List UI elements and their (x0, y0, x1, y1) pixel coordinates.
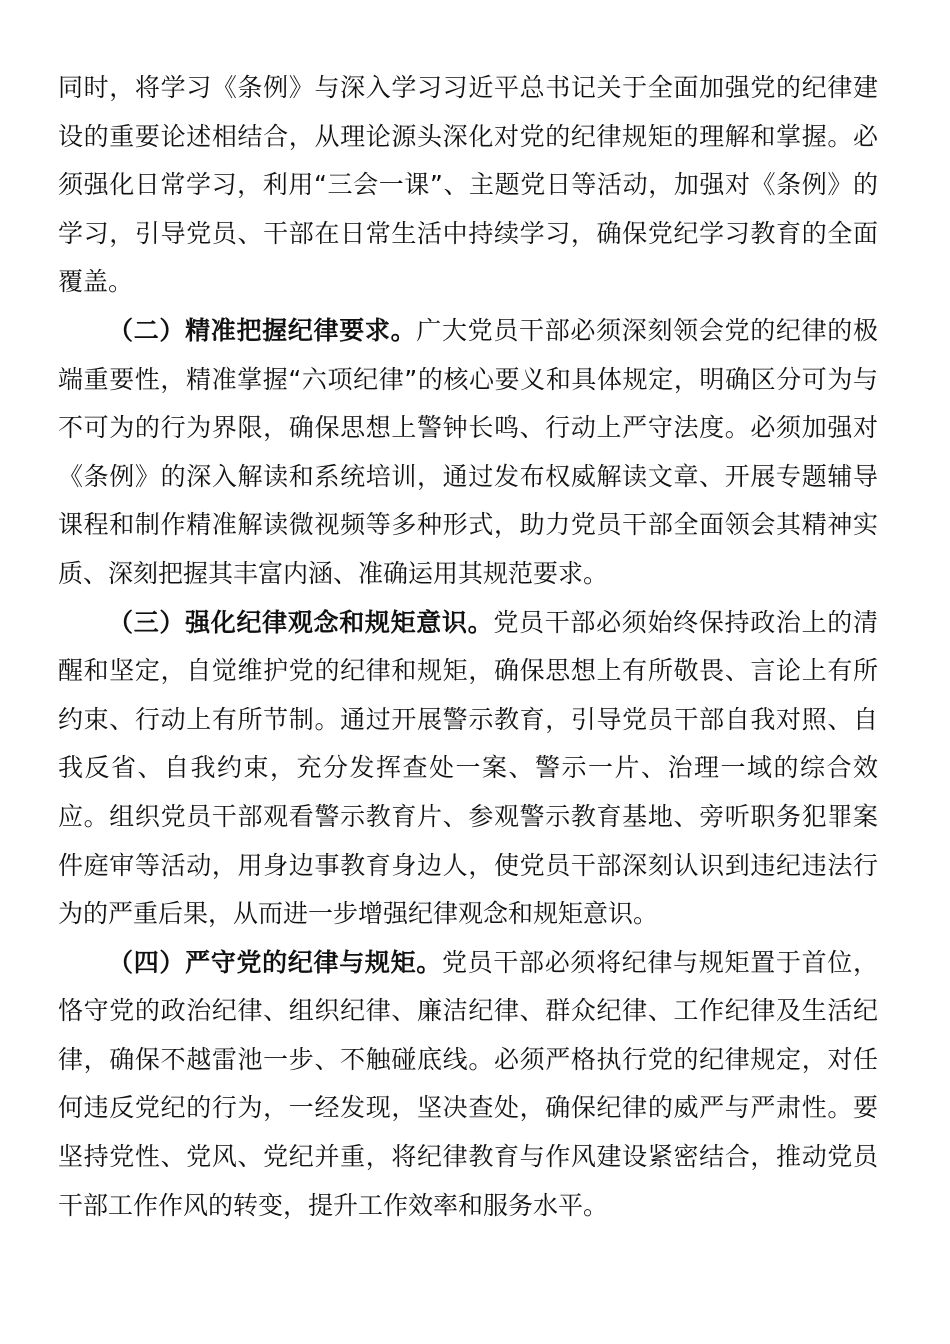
paragraph-text: 党员干部必须始终保持政治上的清醒和坚定，自觉维护党的纪律和规矩，确保思想上有所敬畏、言论上有所约束、行动上有所节制。通过开展警示教育，引导党员干部自我对照、自我反省、自我约束，充分发挥查处一案、警示一片、治理一域的综合效应。组织党员干部观看警示教育片、参观警示教育基地、旁听职务犯罪案件庭审等活动，用身边事教育身边人，使党员干部深刻认识到违纪违法行为的严重后果，从而进一步增强纪律观念和规矩意识。 (58, 607, 878, 929)
paragraph-section-2 (58, 307, 878, 599)
paragraph-text: 同时，将学习《条例》与深入学习习近平总书记关于全面加强党的纪律建设的重要论述相结合，从理论源头深化对党的纪律规矩的理解和掌握。必须强化日常学习，利用“三会一课”、主题党日等活动，加强对《条例》的学习，引导党员、干部在日常生活中持续学习，确保党纪学习教育的全面覆盖。 (58, 73, 878, 297)
document-page (58, 64, 878, 1230)
paragraph-text: 党员干部必须将纪律与规矩置于首位，恪守党的政治纪律、组织纪律、廉洁纪律、群众纪律、工作纪律及生活纪律，确保不越雷池一步、不触碰底线。必须严格执行党的纪律规定，对任何违反党纪的行为，一经发现，坚决查处，确保纪律的威严与严肃性。要坚持党性、党风、党纪并重，将纪律教育与作风建设紧密结合，推动党员干部工作作风的转变，提升工作效率和服务水平。 (58, 947, 878, 1220)
paragraph-section-4 (58, 939, 878, 1231)
section-heading: （四）严守党的纪律与规矩。 (108, 947, 442, 977)
section-heading: （二）精准把握纪律要求。 (108, 315, 417, 345)
paragraph-text: 广大党员干部必须深刻领会党的纪律的极端重要性，精准掌握“六项纪律”的核心要义和具体规定，明确区分可为与不可为的行为界限，确保思想上警钟长鸣、行动上严守法度。必须加强对《条例》的深入解读和系统培训，通过发布权威解读文章、开展专题辅导课程和制作精准解读微视频等多种形式，助力党员干部全面领会其精神实质、深刻把握其丰富内涵、准确运用其规范要求。 (58, 315, 878, 588)
paragraph-continuation (58, 64, 878, 307)
section-heading: （三）强化纪律观念和规矩意识。 (108, 607, 494, 637)
paragraph-section-3 (58, 599, 878, 939)
